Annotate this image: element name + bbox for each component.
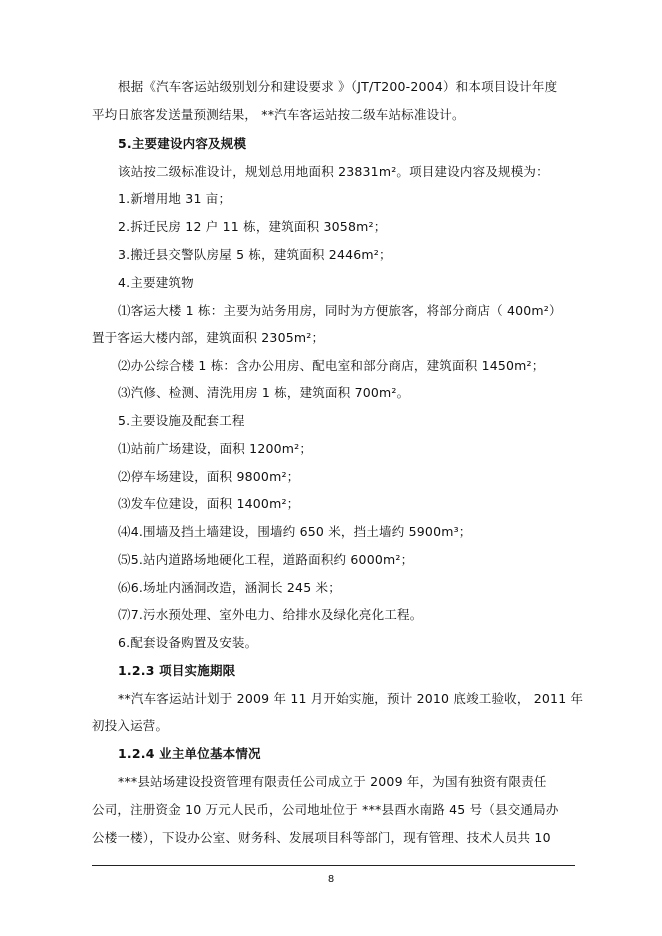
text-line: 该站按二级标准设计，规划总用地面积 23831m²。项目建设内容及规模为： bbox=[118, 164, 549, 179]
section-heading: 5.主要建设内容及规模 bbox=[118, 136, 247, 151]
section-heading: 1.2.3 项目实施期限 bbox=[118, 663, 236, 678]
text-line: ⑶发车位建设，面积 1400m²； bbox=[118, 496, 300, 511]
text-line: 5.主要设施及配套工程 bbox=[118, 413, 245, 428]
section-heading: 1.2.4 业主单位基本情况 bbox=[118, 746, 261, 761]
page-number: 8 bbox=[327, 874, 335, 885]
text-line: ***县站场建设投资管理有限责任公司成立于 2009 年，为国有独资有限责任 bbox=[118, 774, 547, 789]
text-line: ⑺7.污水预处理、室外电力、给排水及绿化亮化工程。 bbox=[118, 607, 423, 622]
text-line: ⑵办公综合楼 1 栋：含办公用房、配电室和部分商店，建筑面积 1450m²； bbox=[118, 358, 545, 373]
text-line: ⑵停车场建设，面积 9800m²； bbox=[118, 469, 300, 484]
text-line: 公司，注册资金 10 万元人民币，公司地址位于 ***县酉水南路 45 号（县交通局办 bbox=[92, 802, 559, 817]
text-line: 平均日旅客发送量预测结果， **汽车客运站按二级车站标准设计。 bbox=[92, 107, 465, 122]
text-line: ⑹6.场址内涵洞改造，涵洞长 245 米； bbox=[118, 580, 341, 595]
text-line: 1.新增用地 31 亩； bbox=[118, 191, 232, 206]
text-line: 6.配套设备购置及安装。 bbox=[118, 635, 258, 650]
text-line: 根据《汽车客运站级别划分和建设要求 》（JT/T200-2004）和本项目设计年度 bbox=[118, 79, 558, 94]
text-line: 公楼一楼），下设办公室、财务科、发展项目科等部门，现有管理、技术人员共 10 bbox=[92, 830, 551, 845]
text-line: ⑸5.站内道路场地硬化工程，道路面积约 6000m²； bbox=[118, 552, 414, 567]
text-line: 置于客运大楼内部，建筑面积 2305m²； bbox=[92, 330, 325, 345]
text-line: 4.主要建筑物 bbox=[118, 275, 194, 290]
text-line: 初投入运营。 bbox=[92, 718, 169, 733]
text-line: 3.搬迁县交警队房屋 5 栋，建筑面积 2446m²； bbox=[118, 247, 392, 262]
text-line: ⑴客运大楼 1 栋：主要为站务用房，同时为方便旅客，将部分商店（ 400m²） bbox=[118, 303, 562, 318]
text-line: ⑴站前广场建设，面积 1200m²； bbox=[118, 441, 313, 456]
text-line: ⑶汽修、检测、清洗用房 1 栋，建筑面积 700m²。 bbox=[118, 385, 410, 400]
text-line: 2.拆迁民房 12 户 11 栋，建筑面积 3058m²； bbox=[118, 219, 387, 234]
text-line: ⑷4.围墙及挡土墙建设，围墙约 650 米，挡土墙约 5900m³； bbox=[118, 524, 472, 539]
text-line: **汽车客运站计划于 2009 年 11 月开始实施，预计 2010 底竣工验收， 2011 年 bbox=[118, 691, 584, 706]
footer-rule bbox=[92, 865, 575, 866]
